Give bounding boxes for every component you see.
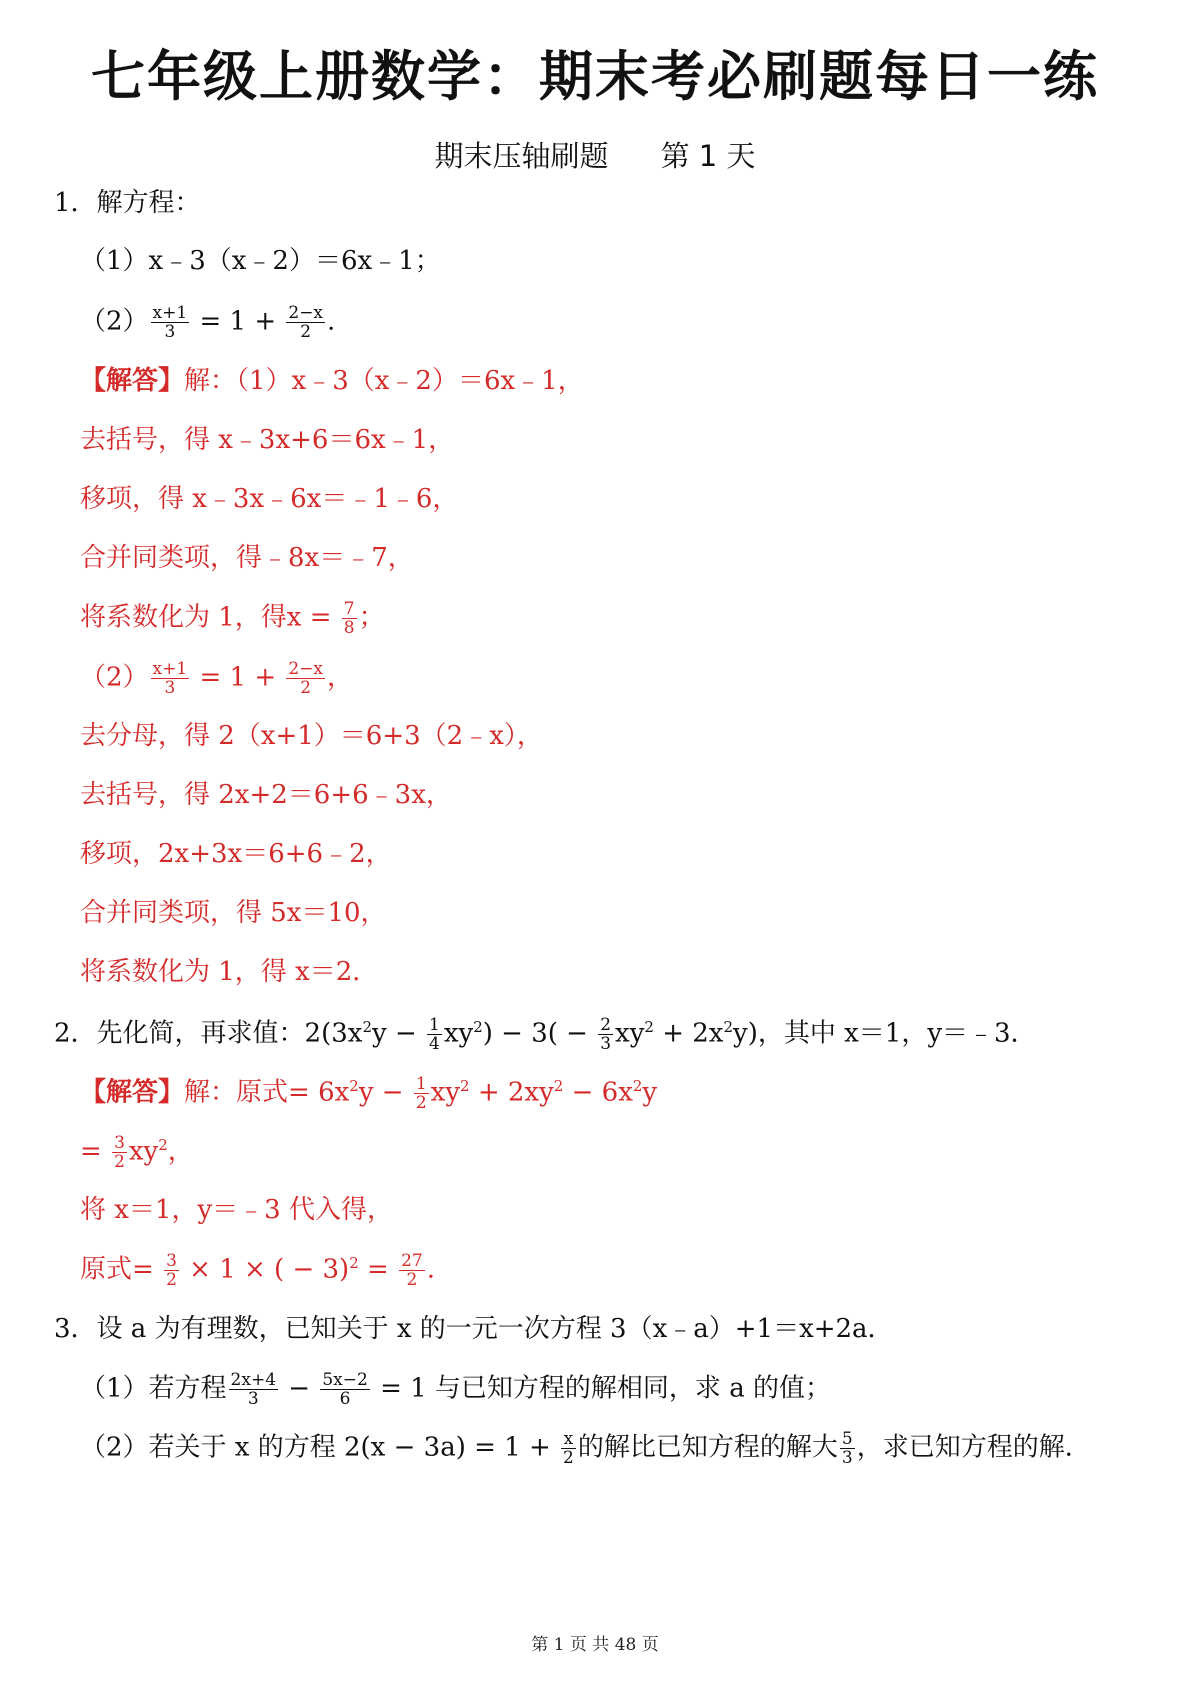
- q1-answer-frac: $\frac{7}{8}$: [343, 599, 355, 638]
- subtitle-day: 第 1 天: [660, 139, 756, 173]
- q3-part1: （1）若方程 $\frac{2x+4}{3}$ − $\frac{5x-2}{6}$ = 1 与已知方程的解相同，求 a 的值；: [80, 1370, 831, 1409]
- q1-answer-line9: 移项，2x+3x＝6+6﹣2，: [80, 839, 392, 869]
- answer-tag: 【解答】: [80, 366, 185, 396]
- q1-answer-line6: （2） $\frac{x+1}{3}$ = 1 + $\frac{2-x}{2}$ ，: [80, 659, 354, 698]
- q1-answer-line10: 合并同类项，得 5x＝10，: [80, 898, 387, 928]
- q3-part1-frac1: $\frac{2x+4}{3}$: [230, 1370, 277, 1409]
- q3-part2-frac1: $\frac{x}{2}$: [563, 1429, 574, 1468]
- page-title: 七年级上册数学：期末考必刷题每日一练: [91, 44, 1099, 108]
- q1-answer-line1: 【解答】解：（1）x﹣3（x﹣2）＝6x﹣1，: [80, 366, 584, 396]
- q3-part2: （2）若关于 x 的方程 2(x − 3a) = 1 + $\frac{x}{2}$ 的解比已知方程的解大 $\frac{5}{3}$ ，求已知方程的解．: [80, 1429, 1091, 1468]
- q2-stem-frac1: $\frac{1}{4}$: [429, 1015, 440, 1054]
- q2-stem: 2．先化简，再求值：$2(3x^2y$ − $\frac{1}{4}$ $xy^2) - 3$( − $\frac{2}{3}$ $xy^2 + 2x^2y$)，其中 x＝1，y＝﹣3．: [54, 1015, 1037, 1054]
- q2-answer-frac2: $\frac{3}{2}$: [114, 1133, 125, 1172]
- q1-answer-line5: 将系数化为 1，得x = $\frac{7}{8}$ ；: [80, 599, 385, 638]
- q2-answer-frac3: $\frac{3}{2}$: [166, 1251, 177, 1290]
- q2-answer-frac1: $\frac{1}{2}$: [415, 1074, 427, 1113]
- q1-answer-line11: 将系数化为 1，得 x＝2．: [80, 957, 379, 987]
- q1-answer-line7: 去分母，得 2（x+1）＝6+3（2﹣x），: [80, 721, 543, 751]
- q1-part2-prefix: （2）: [80, 306, 149, 337]
- q1-stem: 1．解方程：: [54, 188, 201, 218]
- q2-answer-line4: 原式= $\frac{3}{2}$ × 1 × ( − 3)$^2$ = $\frac{27}{2}$ .: [80, 1251, 435, 1290]
- q1-part1: （1）x﹣3（x﹣2）＝6x﹣1；: [80, 246, 441, 276]
- q1-part2-frac2: $\frac{2-x}{2}$: [288, 303, 324, 342]
- q1-answer-line8: 去括号，得 2x+2＝6+6﹣3x，: [80, 780, 452, 810]
- q3-part1-frac2: $\frac{5x-2}{6}$: [322, 1370, 368, 1409]
- answer-tag: 【解答】: [80, 1077, 185, 1108]
- q2-stem-frac2: $\frac{2}{3}$: [600, 1015, 612, 1054]
- page-subtitle: [0, 134, 1190, 175]
- page-footer: 第 1 页 共 48 页: [531, 1635, 659, 1655]
- q3-part2-frac2: $\frac{5}{3}$: [841, 1429, 853, 1468]
- subtitle-topic: 期末压轴刷题: [434, 139, 609, 173]
- q1-answer-line3: 移项，得 x﹣3x﹣6x＝﹣1﹣6，: [80, 484, 459, 514]
- q1-part2-frac1: $\frac{x+1}{3}$: [152, 303, 188, 342]
- q2-answer-line1: 【解答】解：原式= $6x^2y$ − $\frac{1}{2}$ $xy^2 + 2xy^2 - 6x^2y$: [80, 1074, 658, 1113]
- q1-part2: （2） $\frac{x+1}{3}$ = 1 + $\frac{2-x}{2}$ .: [80, 303, 336, 342]
- q1-answer-line2: 去括号，得 x﹣3x+6＝6x﹣1，: [80, 425, 455, 455]
- q2-answer-line2: = $\frac{3}{2}$ $xy^2$，: [80, 1133, 194, 1172]
- q1-answer-frac-b: $\frac{2-x}{2}$: [288, 659, 324, 698]
- q1-answer-line4: 合并同类项，得﹣8x＝﹣7，: [80, 543, 414, 573]
- q2-answer-frac4: $\frac{27}{2}$: [401, 1251, 423, 1290]
- q3-stem: 3．设 a 为有理数，已知关于 x 的一元一次方程 3（x﹣a）+1＝x+2a．: [54, 1314, 894, 1344]
- q2-answer-line3: 将 x＝1，y＝﹣3 代入得，: [80, 1195, 393, 1225]
- q1-answer-frac-a: $\frac{x+1}{3}$: [152, 659, 188, 698]
